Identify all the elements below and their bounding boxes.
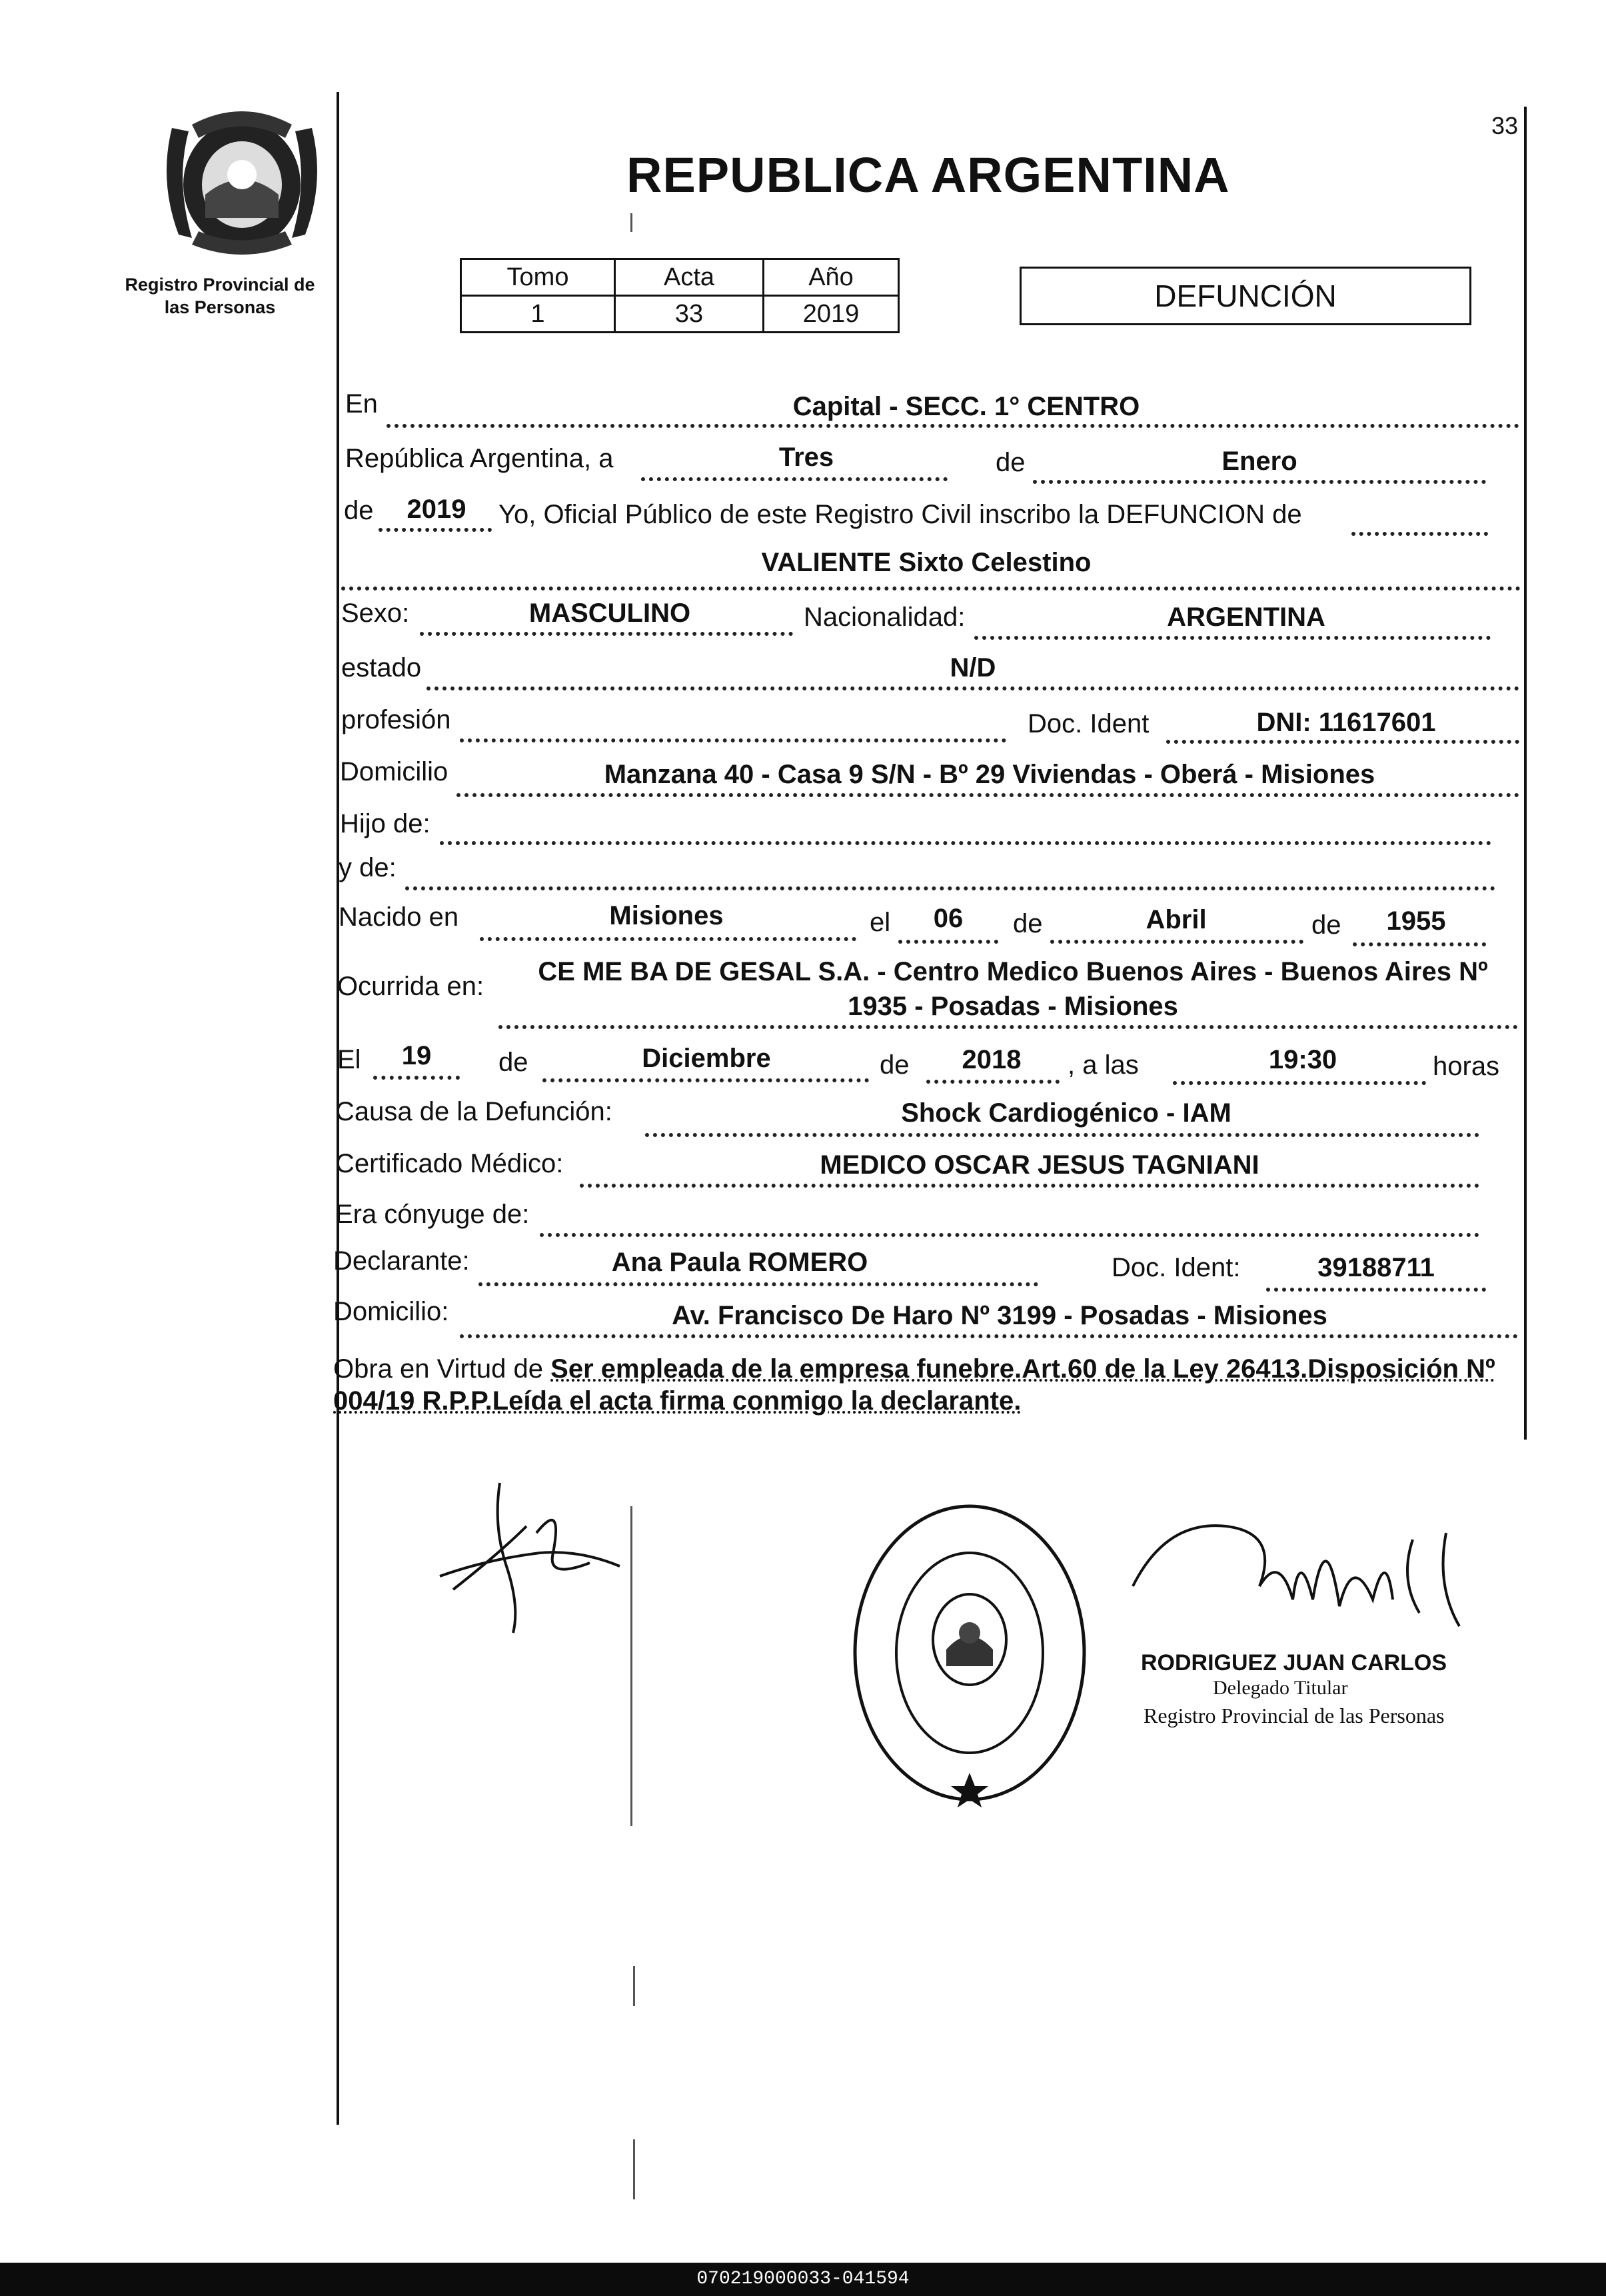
- dotted-line: [641, 477, 948, 481]
- dotted-line: [898, 940, 998, 944]
- ocurrida-line1: CE ME BA DE GESAL S.A. - Centro Medico Buenos Aires - Buenos Aires Nº: [538, 957, 1488, 986]
- causa-label: Causa de la Defunción:: [335, 1097, 612, 1126]
- mes-value: Enero: [1221, 447, 1297, 476]
- signatory-role: Delegado Titular: [1213, 1677, 1348, 1699]
- el2-label: El: [337, 1045, 361, 1074]
- footer-code: 070219000033-041594: [696, 2269, 910, 2289]
- dotted-line: [540, 1233, 1479, 1237]
- dotted-line: [387, 424, 1519, 428]
- dotted-line: [1353, 942, 1486, 946]
- dotted-line: [426, 686, 1519, 690]
- obra-label: Obra en Virtud de: [333, 1354, 544, 1384]
- ocurrida-label: Ocurrida en:: [337, 972, 484, 1001]
- nombre-value: VALIENTE Sixto Celestino: [761, 548, 1092, 577]
- de4-label: de: [880, 1050, 910, 1080]
- anio-prefix: de: [344, 496, 374, 525]
- dotted-line: [1351, 532, 1488, 536]
- dotted-line: [341, 586, 1521, 590]
- doc-ident-label: Doc. Ident: [1028, 709, 1150, 738]
- dotted-line: [379, 528, 492, 532]
- table-value-anio: 2019: [764, 296, 899, 333]
- registro-line2: las Personas: [164, 297, 276, 317]
- right-margin-rule: [1524, 107, 1527, 1440]
- domicilio2-label: Domicilio:: [333, 1297, 449, 1326]
- de2-label: de: [1311, 910, 1341, 940]
- dotted-line: [498, 1025, 1518, 1029]
- declarante-signature-icon: [426, 1473, 626, 1646]
- dotted-line: [580, 1184, 1479, 1188]
- table-header-tomo: Tomo: [461, 259, 615, 296]
- fold-mark: [630, 1506, 632, 1826]
- estado-value: N/D: [950, 653, 996, 682]
- estado-label: estado: [341, 653, 422, 682]
- conyuge-label: Era cónyuge de:: [335, 1200, 530, 1229]
- dotted-line: [1033, 480, 1486, 484]
- signatory-name: RODRIGUEZ JUAN CARLOS: [1141, 1650, 1447, 1676]
- republica-label: República Argentina, a: [345, 444, 614, 473]
- declarante-label: Declarante:: [333, 1246, 470, 1276]
- profesion-label: profesión: [341, 705, 451, 734]
- provincia-seal-icon: [152, 101, 332, 261]
- dotted-line: [420, 632, 793, 636]
- dotted-line: [373, 1076, 460, 1080]
- nacionalidad-label: Nacionalidad:: [804, 602, 966, 632]
- horas-label: horas: [1433, 1052, 1500, 1081]
- registro-label: [107, 273, 333, 319]
- dotted-line: [1266, 1288, 1486, 1292]
- def-hora: 19:30: [1268, 1045, 1337, 1074]
- dotted-line: [645, 1133, 1479, 1137]
- en-value: Capital - SECC. 1° CENTRO: [792, 392, 1140, 421]
- signatory-org: Registro Provincial de las Personas: [1144, 1704, 1445, 1727]
- nacido-value: Misiones: [609, 901, 724, 930]
- nac-dia: 06: [933, 904, 964, 933]
- tomo-acta-anio-table: [460, 258, 900, 333]
- de1-label: de: [1013, 909, 1043, 938]
- intro-text: Yo, Oficial Público de este Registro Civil inscribo la DEFUNCION de: [498, 500, 1302, 529]
- page-number: 33: [1491, 112, 1519, 139]
- domicilio-value: Manzana 40 - Casa 9 S/N - Bº 29 Viviendas - Oberá - Misiones: [604, 760, 1375, 789]
- dotted-line: [456, 793, 1519, 797]
- dotted-line: [460, 738, 1006, 742]
- registro-seal-icon: [843, 1500, 1096, 1813]
- dotted-line: [478, 1282, 1038, 1286]
- dotted-line: [974, 636, 1491, 640]
- doc-ident-value: DNI: 11617601: [1256, 708, 1436, 737]
- document-type-box: DEFUNCIÓN: [1020, 267, 1471, 325]
- registro-line1: Registro Provincial de: [125, 275, 315, 295]
- def-dia: 19: [401, 1041, 432, 1070]
- table-header-acta: Acta: [615, 259, 764, 296]
- sexo-label: Sexo:: [341, 598, 410, 628]
- table-header-anio: Año: [764, 259, 899, 296]
- certificado-value: MEDICO OSCAR JESUS TAGNIANI: [820, 1150, 1259, 1180]
- fold-mark: [630, 213, 632, 232]
- alas-label: , a las: [1068, 1050, 1139, 1080]
- table-value-acta: 33: [615, 296, 764, 333]
- fold-mark: [633, 1966, 635, 2006]
- certificado-label: Certificado Médico:: [335, 1149, 564, 1178]
- nacionalidad-value: ARGENTINA: [1167, 602, 1325, 632]
- domicilio-label: Domicilio: [340, 757, 448, 786]
- dia-value: Tres: [778, 443, 834, 472]
- page-title: REPUBLICA ARGENTINA: [626, 147, 1230, 203]
- causa-value: Shock Cardiogénico - IAM: [901, 1098, 1231, 1128]
- dotted-line: [440, 841, 1491, 845]
- table-value-tomo: 1: [461, 296, 615, 333]
- obra-paragraph: [333, 1353, 1519, 1417]
- dotted-line: [1173, 1081, 1426, 1085]
- footer-bar: [0, 2263, 1606, 2296]
- delegado-signature-icon: [1126, 1506, 1473, 1653]
- dotted-line: [1166, 740, 1519, 744]
- dotted-line: [460, 1334, 1518, 1338]
- def-anio: 2018: [962, 1045, 1022, 1074]
- doc-ident2-value: 39188711: [1317, 1253, 1435, 1282]
- domicilio2-value: Av. Francisco De Haro Nº 3199 - Posadas - Misiones: [672, 1301, 1327, 1330]
- dotted-line: [542, 1078, 869, 1082]
- de-label: de: [996, 448, 1026, 477]
- dotted-line: [1050, 940, 1303, 944]
- declarante-value: Ana Paula ROMERO: [611, 1248, 868, 1277]
- nacido-label: Nacido en: [339, 902, 459, 932]
- def-mes: Diciembre: [642, 1044, 771, 1073]
- en-label: En: [345, 389, 378, 419]
- nac-anio: 1955: [1386, 906, 1446, 936]
- el-label: el: [870, 908, 891, 937]
- de3-label: de: [498, 1048, 528, 1077]
- fold-mark: [633, 2139, 635, 2199]
- nac-mes: Abril: [1146, 905, 1207, 934]
- anio-value: 2019: [406, 495, 466, 524]
- hijo-label: Hijo de:: [340, 809, 430, 838]
- doc-ident2-label: Doc. Ident:: [1112, 1253, 1241, 1282]
- dotted-line: [926, 1080, 1060, 1084]
- dotted-line: [405, 886, 1495, 890]
- yde-label: y de:: [339, 853, 397, 882]
- dotted-line: [480, 937, 856, 941]
- sexo-value: MASCULINO: [528, 598, 691, 628]
- ocurrida-line2: 1935 - Posadas - Misiones: [848, 992, 1178, 1021]
- obra-text: Ser empleada de la empresa funebre.Art.60 de la Ley 26413.Disposición Nº 004/19 R.P.P.Leída el acta firma conmigo la declarante.: [333, 1354, 1495, 1416]
